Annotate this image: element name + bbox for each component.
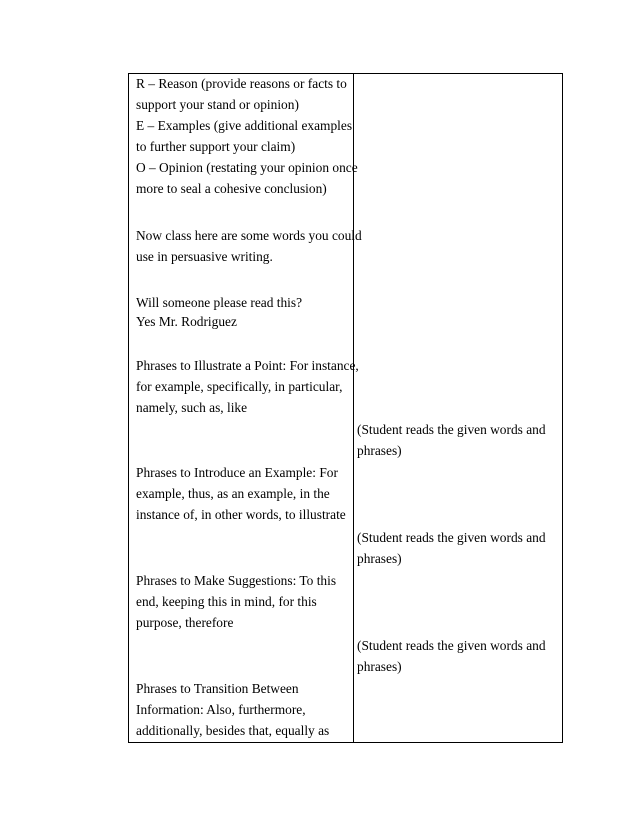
text-line: additionally, besides that, equally as — [136, 723, 330, 738]
text-line: Phrases to Illustrate a Point: For instance, — [136, 358, 359, 373]
student-response-line: (Student reads the given words and — [357, 530, 546, 545]
text-line: more to seal a cohesive conclusion) — [136, 181, 327, 196]
text-line: end, keeping this in mind, for this — [136, 594, 317, 609]
text-line: Phrases to Transition Between — [136, 681, 299, 696]
student-response-line: phrases) — [357, 659, 402, 674]
text-line: Information: Also, furthermore, — [136, 702, 306, 717]
lesson-table — [128, 73, 563, 743]
text-line: Will someone please read this? — [136, 295, 303, 310]
text-line: Now class here are some words you could — [136, 228, 362, 243]
text-line: R – Reason (provide reasons or facts to — [136, 76, 347, 91]
student-response-line: (Student reads the given words and — [357, 422, 546, 437]
text-line: namely, such as, like — [136, 400, 248, 415]
text-line: to further support your claim) — [136, 139, 296, 154]
text-line: Phrases to Introduce an Example: For — [136, 465, 338, 480]
text-line: O – Opinion (restating your opinion once — [136, 160, 358, 175]
text-line: instance of, in other words, to illustrate — [136, 507, 346, 522]
student-response-line: phrases) — [357, 551, 402, 566]
student-response-line: (Student reads the given words and — [357, 638, 546, 653]
text-line: for example, specifically, in particular, — [136, 379, 343, 394]
text-line: Yes Mr. Rodriguez — [136, 314, 237, 329]
text-line: Phrases to Make Suggestions: To this — [136, 573, 337, 588]
text-line: E – Examples (give additional examples — [136, 118, 353, 133]
text-line: example, thus, as an example, in the — [136, 486, 330, 501]
text-line: use in persuasive writing. — [136, 249, 273, 264]
text-line: support your stand or opinion) — [136, 97, 299, 112]
text-line: purpose, therefore — [136, 615, 234, 630]
student-response-line: phrases) — [357, 443, 402, 458]
